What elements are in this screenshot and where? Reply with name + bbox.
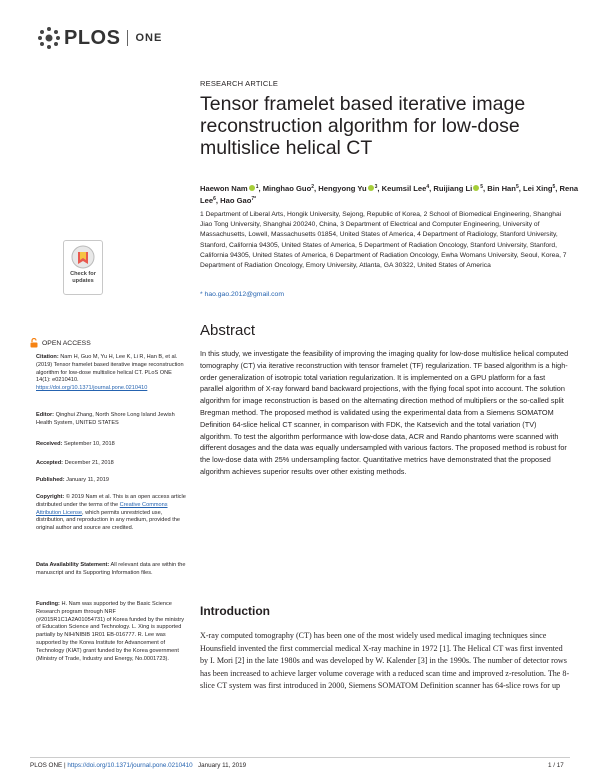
plos-logo bbox=[37, 26, 162, 50]
affiliation-sup: 3 bbox=[374, 184, 378, 190]
check-for-updates-badge[interactable] bbox=[63, 240, 103, 295]
accepted-label: Accepted: bbox=[36, 460, 64, 466]
published-text: January 11, 2019 bbox=[66, 477, 109, 483]
affiliation-sup: 5 bbox=[515, 184, 519, 190]
author-name: Rena Lee bbox=[200, 184, 579, 205]
funding-label: Funding: bbox=[36, 601, 60, 607]
footer-rule bbox=[30, 757, 570, 758]
author-name: Bin Han bbox=[487, 184, 516, 193]
copyright-text: © 2019 Nam et al. This is an open access article distributed under the terms of the bbox=[36, 494, 186, 508]
funding-text: H. Nam was supported by the Basic Science Research program through NRF (#2015R1C1A2A01054731) of Korea funded by the ministry of Education Science and Technology. L. Xing is supported partially by NIH/NIBIB 1R01 EB-016777. R. Lee was supported by the Korea Institute for Advancement of Technology (KIAT) grant funded by the Korea government (Ministry of Trade, Industry and Energy, No.0001723). bbox=[36, 601, 185, 662]
open-access bbox=[30, 338, 91, 348]
data-availability-text: All relevant data are within the manuscript and its Supporting Information files. bbox=[36, 562, 186, 576]
affiliation-sup: 5 bbox=[480, 184, 483, 190]
footer-doi-link[interactable]: https://doi.org/10.1371/journal.pone.0210410 bbox=[67, 762, 193, 769]
footer-left: PLOS ONE | https://doi.org/10.1371/journal.pone.0210410 January 11, 2019 bbox=[30, 762, 247, 769]
affiliation-sup: 4 bbox=[426, 184, 430, 190]
data-availability-label: Data Availability Statement: bbox=[36, 562, 110, 568]
article-type: RESEARCH ARTICLE bbox=[200, 79, 279, 88]
editor-text: Qinghui Zhang, North Shore Long Island Jewish Health System, UNITED STATES bbox=[36, 412, 175, 426]
copyright-block bbox=[36, 494, 186, 533]
logo-text: PLOS bbox=[64, 26, 121, 49]
accepted-text: December 21, 2018 bbox=[64, 460, 114, 466]
received-text: September 10, 2018 bbox=[64, 441, 115, 447]
article-title: Tensor framelet based iterative image reconstruction algorithm for low-dose multislice helical CT bbox=[200, 93, 526, 159]
affiliation-sup: 1 bbox=[255, 184, 259, 190]
author-name: Hengyong Yu bbox=[318, 184, 367, 193]
accepted-block bbox=[36, 460, 186, 468]
citation-doi-link[interactable]: https://doi.org/10.1371/journal.pone.0210410 bbox=[36, 385, 148, 392]
citation-label: Citation: bbox=[36, 354, 59, 360]
affiliation-sup: 2 bbox=[311, 184, 314, 190]
author-name: Minghao Guo bbox=[262, 184, 312, 193]
data-availability-block bbox=[36, 562, 186, 578]
author-name: Haewon Nam bbox=[200, 184, 248, 193]
check-updates-label: Check for updates bbox=[70, 271, 96, 284]
abstract-heading: Abstract bbox=[200, 322, 256, 339]
footer-date: January 11, 2019 bbox=[197, 762, 247, 769]
funding-block bbox=[36, 601, 186, 663]
editor-block bbox=[36, 412, 186, 428]
affiliation-sup: 7* bbox=[251, 196, 257, 202]
editor-label: Editor: bbox=[36, 412, 55, 418]
introduction-heading: Introduction bbox=[200, 604, 270, 618]
author-name: Keumsil Lee bbox=[381, 184, 427, 193]
copyright-text-2: , which permits unrestricted use, distribution, and reproduction in any medium, provided the original author and source are credited. bbox=[36, 509, 180, 532]
received-block bbox=[36, 441, 186, 449]
logo-divider bbox=[127, 30, 128, 46]
published-block bbox=[36, 477, 186, 485]
copyright-label: Copyright: bbox=[36, 494, 65, 500]
page-number: 1 / 17 bbox=[548, 762, 564, 769]
received-label: Received: bbox=[36, 441, 63, 447]
open-access-label: OPEN ACCESS bbox=[42, 339, 91, 347]
footer-journal: PLOS ONE bbox=[30, 762, 63, 769]
orcid-icon[interactable] bbox=[368, 185, 374, 191]
open-lock-icon bbox=[30, 338, 38, 348]
author-name: Ruijiang Li bbox=[433, 184, 473, 193]
license-link[interactable]: Creative Commons Attribution License bbox=[36, 501, 168, 516]
introduction-text: X-ray computed tomography (CT) has been one of the most widely used medical imaging techniques since Hounsfield invented the first commercial medical X-ray machine in 1972 [1]. The Helical CT was first invented by I. Mori [2] in the late 1980s and was developed by W. Kalender [3] in the 1990s. The number of detector rows has been increased to achieve larger volume coverage with a reduced scan time and improved z-resolution. The 8-slice CT system was first introduced in 2000, Siemens SOMATOM Definition scanner has 64-slice rows for up bbox=[200, 631, 570, 691]
author-name: Lei Xing bbox=[522, 184, 553, 193]
affiliations: 1 Department of Liberal Arts, Hongik University, Sejong, Republic of Korea, 2 School of Biomedical Engineering, Shanghai Jiao Tong University, Shanghai 200240, China, 3 Department of Electrical and Computer Engineering, University of Massachusetts, Lowell, Massachusetts 01854, United States of America, 4 Department of Radiology, Stanford University, Stanford, California 94305, United States of America, 5 Department of Radiation Oncology, Stanford University, Stanford, California 94305, United States of America, 6 Department of Radiation Oncology, Ewha Womans University, Seoul, Korea, 7 Department of Radiation Oncology, Emory University, Atlanta, GA 30322, United States of America bbox=[200, 211, 567, 270]
abstract-text: In this study, we investigate the feasibility of improving the imaging quality for low-dose multislice helical computed tomography (CT) via iterative reconstruction with tensor framelet (TF) regularization. TF based algorithm is a high-order generalization of isotropic total variation regularization. It is implemented on a GPU platform for a fast parallel algorithm of X-ray forward band backward projections, with the flying focal spot into account. The solution algorithm for image reconstruction is based on the alternating direction method of multipliers or the so-called split Bregman method. The proposed method is validated using the experimental data from a Siemens SOMATOM Definition 64-slice helical CT scanner, in comparison with FDK, the Katsevich and the total variation (TV) algorithm. To test the algorithm performance with low-dose data, ACR and Rando phantoms were scanned with different dosages and the data was equally undersampled with various factors. The proposed method is robust for the low-dose data with 25% undersampling factor. Quantitative metrics have demonstrated that the proposed algorithm achieves superior results over other existing methods. bbox=[200, 349, 569, 476]
author-name: Hao Gao bbox=[220, 196, 252, 205]
orcid-icon[interactable] bbox=[473, 185, 479, 191]
author-list: Haewon Nam $^1$, Minghao Guo$^2$, Hengyong Yu $^3$, Keumsil Lee$^4$, Ruijiang Li $^5$, Bin Han$^5$, Lei Xing$^5$, Rena Lee$^6$, Hao Gao$^{7*}$ bbox=[200, 184, 579, 205]
affiliation-sup: 6 bbox=[213, 196, 216, 202]
orcid-icon[interactable] bbox=[249, 185, 255, 191]
affiliation-sup: 5 bbox=[552, 184, 556, 190]
plos-dots-icon bbox=[37, 26, 61, 50]
citation-block bbox=[36, 354, 186, 393]
citation-text: Nam H, Guo M, Yu H, Lee K, Li R, Han B, et al. (2019) Tensor framelet based iterative image reconstruction algorithm for low-dose multislice helical CT. PLoS ONE 14(1): e0210410. bbox=[36, 354, 184, 384]
corresponding-email-link[interactable]: * hao.gao.2012@gmail.com bbox=[200, 291, 284, 298]
logo-journal: ONE bbox=[135, 32, 163, 44]
published-label: Published: bbox=[36, 477, 65, 483]
bookmark-icon bbox=[64, 244, 102, 272]
